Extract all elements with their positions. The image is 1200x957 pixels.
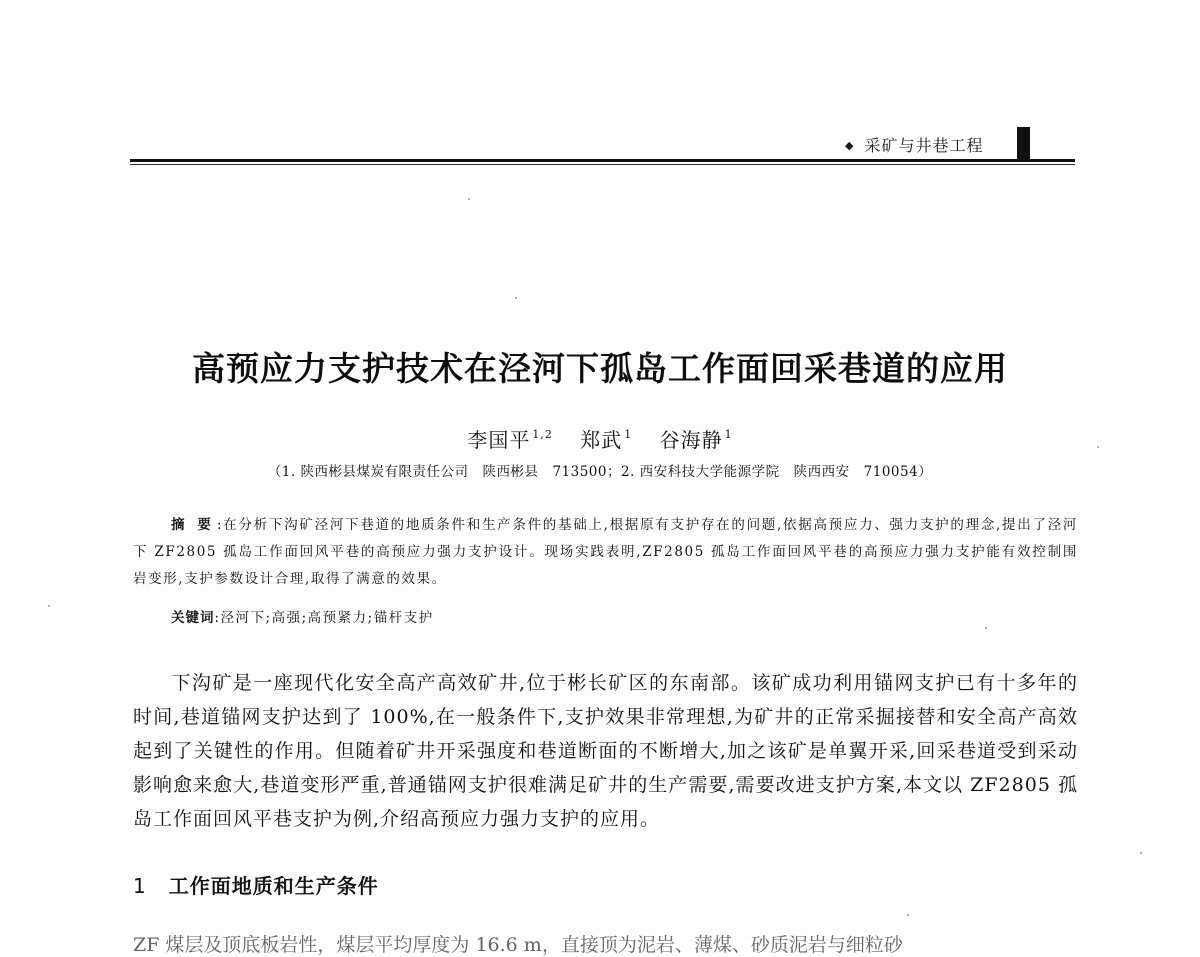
affiliations: （1. 陕西彬县煤炭有限责任公司 陕西彬县 713500；2. 西安科技大学能源学院 陕西西安 710054） [267,464,933,480]
intro-paragraph [133,666,1078,836]
author-2: 郑武 $^1$ [580,428,633,452]
running-header [845,133,983,156]
author-list [0,424,1200,453]
header-rule [130,159,1075,162]
scan-speck [48,605,50,607]
running-header-section: 采矿与井巷工程 [864,136,984,155]
keywords-text: :泾河下;高强;高预紧力;锚杆支护 [214,610,434,626]
section-number: 1 [133,874,147,898]
diamond-bullet-icon: ◆ [845,139,855,152]
keywords-label: 关键词 [171,610,215,626]
scan-speck [1140,852,1142,854]
abstract-text: :在分析下沟矿泾河下巷道的地质条件和生产条件的基础上,根据原有支护存在的问题,依据高预应力、强力支护的理念,提出了泾河下 ZF2805 孤岛工作面回风平巷的高预应力强力支护设计。现场实践表明,ZF2805 孤岛工作面回风平巷的高预应力强力支护能有效控制围岩变形,支护参数设计合理,取得了满意的效果。 [133,517,1078,587]
header-rule-thin [130,164,1075,165]
scan-speck [468,198,470,200]
scan-speck [515,297,517,299]
paper-title: 高预应力支护技术在泾河下孤岛工作面回采巷道的应用 [192,349,1008,388]
section-heading-1 [133,870,379,899]
author-3: 谷海静 $^1$ [659,428,733,452]
cutoff-paragraph-line: ZF 煤层及顶底板岩性，煤层平均厚度为 16.6 m，直接顶为泥岩、薄煤、砂质泥岩与细粒砂 [133,934,903,956]
scan-speck [907,914,909,916]
author-1: 李国平 $^{1,2}$ [467,428,553,452]
keywords [171,606,1071,626]
abstract [133,512,1078,593]
section-title: 工作面地质和生产条件 [168,874,379,898]
header-black-block [1017,127,1030,161]
scan-speck [1097,446,1099,448]
scan-speck [985,627,987,629]
abstract-label: 摘 要 [171,517,216,533]
intro-paragraph-text: 下沟矿是一座现代化安全高产高效矿井,位于彬长矿区的东南部。该矿成功利用锚网支护已有十多年的时间,巷道锚网支护达到了 100%,在一般条件下,支护效果非常理想,为矿井的正常采掘接替和安全高产高效起到了关键性的作用。但随着矿井开采强度和巷道断面的不断增大,加之该矿是单翼开采,回采巷道受到采动影响愈来愈大,巷道变形严重,普通锚网支护很难满足矿井的生产需要,需要改进支护方案,本文以 ZF2805 孤岛工作面回风平巷支护为例,介绍高预应力强力支护的应用。 [133,672,1078,830]
